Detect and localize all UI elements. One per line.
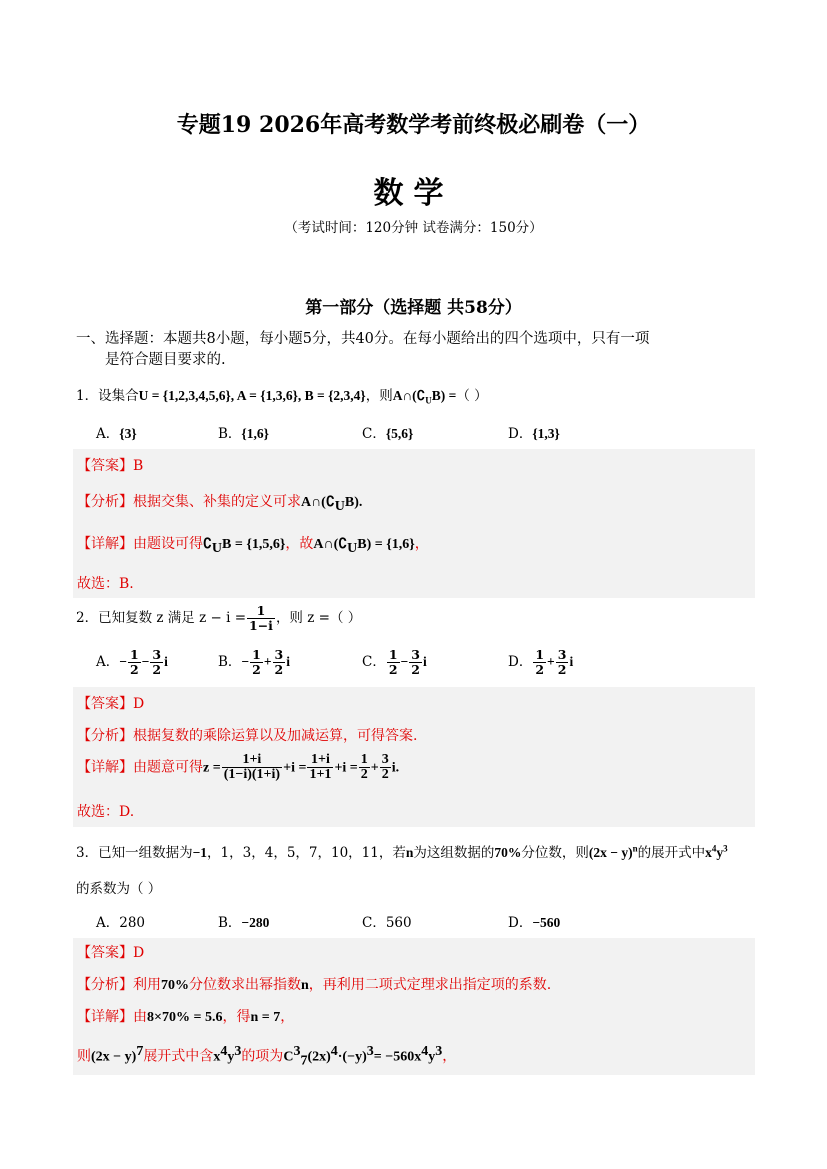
q2-detail-op-3: +	[370, 760, 379, 776]
fraction-denominator: 2	[360, 767, 368, 782]
q2-detail-fraction-4	[380, 753, 391, 782]
q3-final-line	[77, 1044, 456, 1069]
detail-label: 【详解】	[77, 536, 133, 552]
fraction-numerator: 1	[247, 604, 275, 619]
option-sign: −	[241, 654, 250, 669]
q2-detail-a: 由题意可得	[133, 759, 203, 776]
q3-option-b[interactable]	[218, 911, 269, 931]
q2-solution-box	[73, 687, 755, 827]
q3-analysis-b: 分位数求出幂指数	[189, 977, 301, 993]
analysis-label: 【分析】	[77, 728, 133, 744]
q1-expr-sub: U	[425, 395, 432, 406]
option-letter: C．	[362, 426, 386, 442]
option-imaginary-unit: i	[569, 654, 574, 669]
option-imaginary-unit: i	[422, 654, 427, 669]
option-fraction-1	[250, 648, 263, 677]
option-value: 560	[385, 915, 412, 931]
option-value: 280	[119, 915, 146, 931]
q3-last-math-4-sup: 3	[293, 1044, 301, 1059]
option-fraction-1	[128, 648, 141, 677]
fraction-numerator: 1	[252, 647, 261, 662]
part-heading: 第一部分（选择题 共58分）	[305, 298, 522, 318]
q3-last-math-2-sup: 4	[220, 1044, 228, 1059]
q2-detail-op-2: +i =	[334, 760, 358, 776]
q2-detail-fraction-3	[359, 753, 370, 782]
q1-option-c[interactable]	[362, 422, 413, 442]
q3-last-math-5-sup: 4	[330, 1044, 338, 1059]
fraction-numerator: 1+i	[222, 753, 282, 768]
option-sign: −	[119, 654, 127, 669]
q2-option-b[interactable]	[218, 648, 290, 677]
q1-conclusion: 故选：B.	[77, 576, 134, 592]
q2-conclusion: 故选：D.	[77, 804, 135, 820]
detail-label: 【详解】	[77, 1009, 133, 1025]
q3-answer: D	[133, 945, 145, 961]
q1-detail-sub-1: U	[211, 540, 223, 556]
fraction-numerator: 1	[360, 752, 368, 767]
option-operator: −	[400, 654, 409, 669]
question-1-stem	[76, 384, 488, 406]
q3-math-4: (2x − y)	[588, 845, 633, 860]
answer-label: 【答案】	[77, 945, 133, 961]
fraction-numerator: 3	[381, 752, 389, 767]
q3-option-a[interactable]	[96, 911, 145, 931]
option-operator: +	[547, 654, 555, 669]
q3-detail-line	[77, 1006, 294, 1026]
q3-last-math-3: y	[227, 1049, 235, 1065]
instructions-line-2: 是符合题目要求的.	[105, 352, 226, 368]
q3-last-math-4: C	[283, 1049, 294, 1065]
q3-last-d: ，	[442, 1048, 457, 1065]
q2-detail-op-1: +i =	[283, 760, 307, 776]
question-2-stem	[76, 604, 361, 633]
q3-last-math-2: x	[213, 1049, 221, 1065]
q3-detail-c: ，	[280, 1009, 295, 1025]
option-value: {5,6}	[385, 426, 414, 441]
option-value: {3}	[119, 426, 137, 441]
fraction-numerator: 1	[388, 647, 398, 662]
q3-detail-math-1: 8×70% = 5.6	[147, 1010, 223, 1025]
fraction-denominator: 2	[557, 662, 567, 677]
q3-text-c: 为这组数据的	[413, 845, 495, 861]
fraction-numerator: 3	[411, 647, 420, 662]
fraction-denominator: 2	[152, 662, 162, 677]
fraction-denominator: 2	[388, 662, 398, 677]
q1-stem-mid: ，则	[365, 388, 393, 404]
q1-solution-box	[73, 449, 755, 598]
q3-analysis-a: 利用	[133, 977, 161, 993]
q3-option-d[interactable]	[508, 911, 560, 931]
option-fraction-1	[533, 648, 546, 677]
q2-analysis: 根据复数的乘除运算以及加减运算，可得答案.	[133, 728, 418, 744]
fraction-denominator: 2	[274, 662, 284, 677]
q3-last-c: 的项为	[241, 1048, 284, 1065]
q2-detail-fraction-2	[307, 753, 333, 782]
q1-detail-math-2: A∩(∁	[313, 537, 348, 552]
question-3-stem-line-1	[76, 841, 728, 861]
q2-detail-fraction-1	[222, 753, 282, 782]
option-value: −560	[532, 915, 561, 930]
q2-detail-z: z =	[203, 760, 221, 776]
q1-option-b[interactable]	[218, 422, 269, 442]
q3-analysis-c: ，再利用二项式定理求出指定项的系数.	[308, 977, 552, 993]
q3-math-6: y	[716, 845, 724, 860]
q2-stem-fraction	[247, 604, 275, 633]
fraction-denominator: 1−i	[249, 618, 273, 633]
q2-option-c[interactable]	[362, 648, 427, 677]
q3-last-math-1-sup: 7	[136, 1044, 144, 1059]
q1-detail-math-2b: B) = {1,6}	[357, 537, 415, 552]
q3-math-5: x	[705, 845, 712, 860]
q2-detail-end: i.	[391, 760, 400, 776]
q3-last-math-6: ·(−y)	[337, 1049, 367, 1065]
fraction-numerator: 1+i	[307, 753, 333, 768]
q3-answer-line	[77, 942, 144, 962]
section-instructions	[76, 329, 649, 371]
option-letter: D．	[508, 654, 533, 670]
q3-math-1: −1	[192, 845, 208, 860]
q3-solution-box	[73, 938, 755, 1075]
q2-detail-line	[77, 753, 399, 782]
q1-detail-line	[77, 533, 429, 557]
option-letter: C．	[362, 915, 386, 931]
subject-heading: 数学	[373, 176, 454, 211]
q3-last-math-6-sup: 3	[366, 1044, 374, 1059]
detail-label: 【详解】	[77, 759, 133, 776]
q3-detail-math-2: n = 7	[250, 1010, 281, 1025]
q3-option-c[interactable]	[362, 911, 412, 931]
fraction-denominator: 2	[129, 662, 139, 677]
q1-answer: B	[133, 458, 144, 474]
q3-analysis-line	[77, 974, 551, 994]
answer-label: 【答案】	[77, 696, 133, 712]
q1-analysis-math: A∩(∁	[301, 495, 335, 510]
q3-math-2: n	[405, 845, 414, 860]
fraction-denominator: 1+1	[309, 767, 332, 782]
option-letter: B．	[218, 915, 242, 931]
q1-option-d[interactable]	[508, 422, 560, 442]
q3-last-math-1: (2x − y)	[91, 1049, 137, 1065]
option-fraction-2	[556, 648, 569, 677]
q3-last-a: 则	[77, 1048, 91, 1065]
fraction-denominator: 2	[411, 662, 420, 677]
option-letter: B．	[218, 426, 242, 442]
fraction-denominator: 2	[535, 662, 545, 677]
option-letter: D．	[508, 915, 533, 931]
fraction-numerator: 3	[557, 647, 567, 662]
q3-last-math-4-sub: 7	[300, 1053, 308, 1069]
q3-analysis-math-2: n	[301, 978, 309, 993]
q2-stem-prefix: 2．已知复数 z 满足 z − i =	[76, 610, 247, 626]
q3-detail-b: ，得	[222, 1009, 251, 1025]
analysis-label: 【分析】	[77, 977, 133, 993]
option-letter: A．	[96, 426, 120, 442]
q1-expr: A∩(∁	[392, 388, 426, 403]
option-imaginary-unit: i	[286, 654, 290, 669]
q3-text-b: ，1，3，4，5，7，10，11，若	[207, 845, 406, 861]
q3-last-math-8: y	[428, 1049, 436, 1065]
question-3-stem-line-2: 的系数为（ ）	[76, 881, 162, 897]
option-value: {1,3}	[532, 426, 560, 441]
fraction-denominator: 2	[252, 662, 261, 677]
q1-detail-math-1: ∁	[203, 537, 212, 552]
analysis-label: 【分析】	[77, 494, 133, 510]
option-fraction-1	[387, 648, 400, 677]
instructions-line-1: 一、选择题：本题共8小题，每小题5分，共40分。在每小题给出的四个选项中，只有一项	[76, 331, 650, 347]
answer-label: 【答案】	[77, 458, 133, 474]
q1-sets: U = {1,2,3,4,5,6}, A = {1,3,6}, B = {2,3,4}	[138, 388, 366, 403]
option-letter: D．	[508, 426, 533, 442]
q3-analysis-math-1: 70%	[161, 978, 189, 993]
q1-expr-2: B) =	[431, 388, 457, 403]
q1-analysis-sub: U	[334, 498, 345, 514]
q1-option-a[interactable]	[96, 422, 137, 442]
q3-math-4-sup: n	[632, 843, 638, 854]
fraction-denominator: 2	[381, 767, 389, 782]
q1-answer-line	[77, 455, 143, 475]
q1-detail-c: ，	[414, 536, 429, 552]
q3-text-e: 的展开式中	[637, 845, 706, 861]
q2-answer: D	[133, 696, 145, 712]
q1-detail-math-1b: B = {1,5,6}	[222, 537, 286, 552]
q2-option-a[interactable]	[96, 648, 168, 677]
option-fraction-2	[150, 648, 163, 677]
option-letter: B．	[218, 654, 242, 670]
q3-last-math-7-sup: 4	[421, 1044, 429, 1059]
q2-option-d[interactable]	[508, 648, 573, 677]
option-operator: +	[263, 654, 272, 669]
q2-analysis-line	[77, 725, 417, 745]
fraction-numerator: 1	[535, 647, 545, 662]
q1-detail-a: 由题设可得	[133, 536, 203, 552]
q1-analysis-math-2: B).	[344, 495, 363, 510]
option-letter: A．	[96, 654, 120, 670]
fraction-numerator: 3	[274, 647, 284, 662]
q1-stem-prefix: 1．设集合	[76, 388, 139, 404]
fraction-numerator: 3	[152, 647, 162, 662]
q1-analysis: 根据交集、补集的定义可求	[133, 494, 301, 510]
q3-math-3: 70%	[494, 845, 522, 860]
q3-text-a: 3．已知一组数据为	[76, 845, 193, 861]
document-title: 专题19 2026年高考数学考前终极必刷卷（一）	[176, 112, 651, 138]
q3-math-5-sup: 4	[711, 843, 717, 854]
option-value: −280	[241, 915, 270, 930]
q3-text-d: 分位数，则	[521, 845, 589, 861]
q1-analysis-line	[77, 491, 362, 515]
option-letter: C．	[362, 654, 386, 670]
q2-stem-end: ，则 z =（ ）	[275, 610, 362, 626]
option-operator: −	[141, 654, 150, 669]
q3-detail-a: 由	[133, 1009, 147, 1025]
q1-stem-end: （ ）	[456, 388, 488, 404]
option-value: {1,6}	[241, 426, 269, 441]
option-fraction-2	[273, 648, 286, 677]
fraction-numerator: 1	[129, 647, 139, 662]
q3-last-math-5: (2x)	[307, 1049, 331, 1065]
q3-last-math-7: = −560x	[373, 1049, 422, 1065]
q3-last-math-3-sup: 3	[234, 1044, 242, 1059]
option-fraction-2	[409, 648, 422, 677]
q3-last-b: 展开式中含	[143, 1048, 214, 1065]
q2-answer-line	[77, 693, 144, 713]
q3-math-6-sup: 3	[723, 843, 728, 854]
q3-last-math-8-sup: 3	[435, 1044, 443, 1059]
q1-detail-b: ，故	[285, 536, 314, 552]
option-letter: A．	[96, 915, 120, 931]
q1-detail-sub-2: U	[347, 540, 358, 556]
option-imaginary-unit: i	[164, 654, 168, 669]
exam-info: （考试时间：120分钟 试卷满分：150分）	[284, 220, 543, 236]
fraction-denominator: (1−i)(1+i)	[223, 767, 281, 782]
